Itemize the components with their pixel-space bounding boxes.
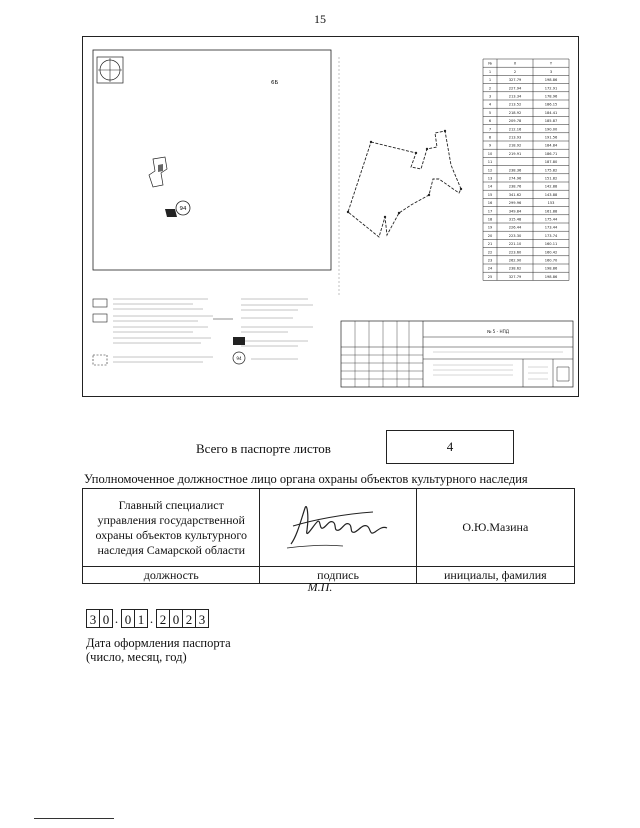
coord-table-cell: 4 (488, 102, 492, 107)
date-year-digit: 2 (182, 609, 196, 628)
coord-table-cell: 19 (487, 225, 493, 230)
coord-table-cell: 151.82 (544, 176, 558, 181)
coord-table-cell: 213.93 (508, 135, 522, 140)
plan-sheet-image (82, 36, 579, 397)
coord-table-cell: 143.88 (544, 192, 558, 197)
map-label: 6Б (271, 80, 279, 86)
situation-plan-frame (93, 50, 331, 270)
coord-table-cell: 18 (487, 217, 493, 222)
handwritten-signature (283, 496, 393, 556)
coord-table-cell: 25 (487, 274, 493, 279)
coord-table-cell: 24 (487, 266, 493, 271)
coord-table-cell: 198.86 (544, 274, 558, 279)
caption-position: должность (83, 567, 260, 584)
coord-table-cell: 186.71 (544, 151, 558, 156)
coord-table-subheader: 3 (549, 69, 553, 74)
coord-table-cell: 8 (488, 135, 492, 140)
date-separator: . (114, 611, 119, 626)
initials-cell: О.Ю.Мазина (416, 489, 574, 567)
coord-table-cell: 10 (487, 151, 493, 156)
total-sheets-value: 4 (386, 430, 514, 464)
coord-table-cell: 173.44 (544, 225, 558, 230)
svg-text:94: 94 (236, 356, 242, 361)
coord-table-cell: 184.84 (544, 143, 558, 148)
date-month-digit: 1 (134, 609, 148, 628)
page-number: 15 (314, 12, 326, 26)
official-heading: Уполномоченное должностное лицо органа охраны объектов культурного наследия (84, 472, 528, 486)
coordinate-table (483, 59, 569, 280)
coord-table-cell: 142.88 (544, 184, 558, 189)
coord-table-cell: 16 (487, 201, 493, 206)
coord-table-cell: 184.41 (544, 110, 558, 115)
coord-table-header: X (513, 61, 517, 66)
coord-table-cell: 213.52 (508, 102, 522, 107)
coord-table-cell: 160.42 (544, 250, 558, 255)
coord-table-cell: 227.94 (508, 86, 522, 91)
coord-table-cell: 178.96 (544, 94, 558, 99)
coord-table-cell: 221.10 (508, 242, 522, 247)
coord-table-cell: 238.36 (508, 168, 522, 173)
coord-table-cell: 22 (487, 250, 493, 255)
seal-placeholder: М.П. (307, 580, 333, 594)
coord-table-cell: 315.48 (508, 217, 522, 222)
coord-table-cell: 223.60 (508, 250, 522, 255)
coord-table-cell: 186.15 (544, 102, 558, 107)
coord-table-cell: 3 (488, 94, 492, 99)
coord-table-cell: 7 (488, 127, 492, 132)
coord-table-cell: 226.44 (508, 225, 522, 230)
date-day-digit: 3 (86, 609, 100, 628)
coord-table-cell: 172.91 (544, 86, 558, 91)
boundary-polygon (347, 130, 462, 237)
coord-table-cell: 5 (488, 110, 492, 115)
coord-table-subheader: 1 (488, 69, 492, 74)
coord-table-cell: 349.84 (508, 209, 522, 214)
object-marker (176, 201, 190, 215)
position-text: Главный специалист управления государственной охраны объектов культурного наследия Самарской области (95, 497, 248, 557)
building-shapes (149, 157, 177, 217)
coord-table-cell: 15 (487, 192, 493, 197)
caption-initials: инициалы, фамилия (416, 567, 574, 584)
coord-table-cell: 9 (488, 143, 492, 148)
coord-table-cell: 153 (547, 201, 555, 206)
coord-table-header: № (488, 61, 492, 66)
date-caption-format: (число, месяц, год) (86, 650, 187, 664)
date-month-digit: 0 (121, 609, 135, 628)
coord-table-subheader: 2 (513, 69, 517, 74)
date-year-digit: 2 (156, 609, 170, 628)
coord-table-cell: 185.87 (544, 119, 558, 124)
svg-text:№ 5 - НПД: № 5 - НПД (486, 329, 510, 334)
svg-text:94: 94 (179, 206, 187, 212)
coord-table-cell: 11 (487, 160, 493, 165)
signature-cell (260, 489, 416, 567)
plan-legend (93, 299, 313, 365)
coord-table-cell: 1 (488, 78, 492, 83)
coord-table-cell: 23 (487, 258, 493, 263)
date-separator: . (149, 611, 154, 626)
coord-table-cell: 17 (487, 209, 493, 214)
date-boxes (86, 609, 208, 628)
caption-signature: подпись (260, 567, 416, 584)
coord-table-cell: 299.96 (508, 201, 522, 206)
coord-table-cell: 212.16 (508, 127, 522, 132)
coord-table-cell: 12 (487, 168, 493, 173)
coord-table-cell: 160.11 (544, 242, 558, 247)
title-block (341, 321, 573, 387)
coord-table-cell: 262.90 (508, 258, 522, 263)
date-day-digit: 0 (99, 609, 113, 628)
coord-table-cell: 238.76 (508, 184, 522, 189)
coord-table-cell: 327.79 (508, 274, 522, 279)
signature-table (82, 488, 575, 584)
coord-table-cell: 191.56 (544, 135, 558, 140)
coord-table-cell: 6 (488, 119, 492, 124)
coord-table-cell: 187.80 (544, 160, 558, 165)
date-year-digit: 3 (195, 609, 209, 628)
coord-table-cell: 238.62 (508, 266, 522, 271)
date-caption: Дата оформления паспорта (86, 636, 231, 650)
coord-table-cell: 190.00 (544, 127, 558, 132)
coord-table-cell: 20 (487, 233, 493, 238)
position-cell (83, 489, 260, 567)
coord-table-header: Y (549, 61, 553, 66)
coord-table-cell: 173.74 (544, 233, 558, 238)
coord-table-cell: 198.86 (544, 78, 558, 83)
north-arrow-icon (97, 57, 123, 83)
coord-table-cell: 209.78 (508, 119, 522, 124)
total-sheets-label: Всего в паспорте листов (196, 441, 331, 456)
coord-table-cell: 341.62 (508, 192, 522, 197)
coord-table-cell: 218.92 (508, 110, 522, 115)
coord-table-cell: 2 (488, 86, 492, 91)
coord-table-cell: 161.88 (544, 209, 558, 214)
date-year-digit: 0 (169, 609, 183, 628)
coord-table-cell: 13 (487, 176, 493, 181)
coord-table-cell: 274.96 (508, 176, 522, 181)
coord-table-cell: 160.70 (544, 258, 558, 263)
footer-rule (34, 818, 114, 819)
coord-table-cell: 218.92 (508, 143, 522, 148)
coord-table-cell: 219.91 (508, 151, 522, 156)
coord-table-cell: 213.34 (508, 94, 522, 99)
coord-table-cell: 223.30 (508, 233, 522, 238)
coord-table-cell: 175.82 (544, 168, 558, 173)
coord-table-cell: 198.86 (544, 266, 558, 271)
coord-table-cell: 21 (487, 242, 493, 247)
coord-table-cell: 327.79 (508, 78, 522, 83)
coord-table-cell: 175.44 (544, 217, 558, 222)
coord-table-cell: 14 (487, 184, 493, 189)
